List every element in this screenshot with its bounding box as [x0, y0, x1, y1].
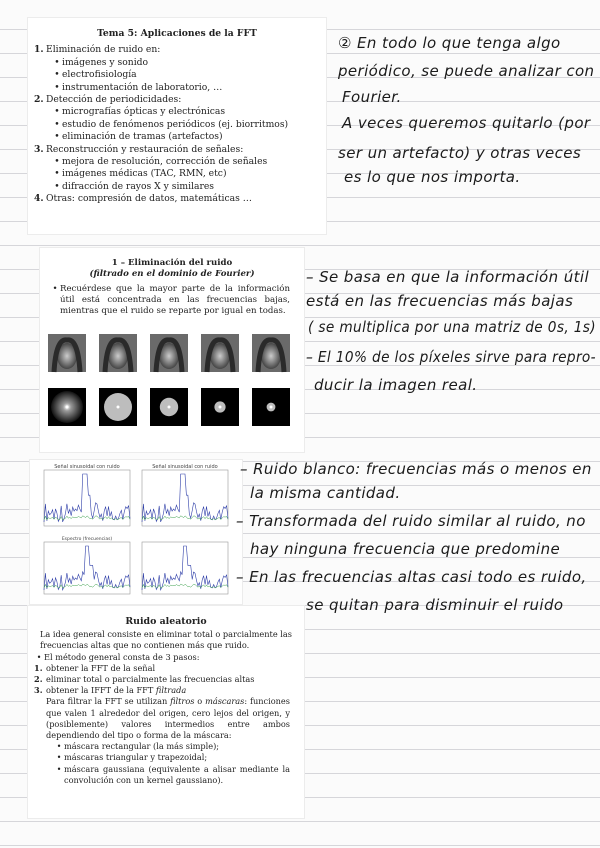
step-emphasis: filtrada — [155, 685, 187, 696]
handwritten-line: periódico, se puede analizar con — [338, 62, 595, 80]
filter-text-part: : funciones que valen 1 alrededor del origen, cero lejos del origen, y (posiblemente) valores intermedios entre ambos dependiendo del tipo o forma de la máscara: — [46, 696, 290, 741]
sub-item-text: mejora de resolución, corrección de señales — [62, 156, 268, 168]
fft-spectrum — [48, 388, 86, 426]
filter-term: máscaras — [205, 696, 245, 707]
mask-text: máscara gaussiana (equivalente a alisar mediante la convolución con un kernel gaussiano). — [64, 763, 290, 785]
item-number: 1. — [34, 44, 44, 56]
face-photo — [201, 334, 239, 372]
numbered-item — [34, 94, 318, 106]
mask-text: máscara rectangular (la más simple); — [64, 741, 220, 752]
plot-title: Señal sinusoidal con ruido — [152, 464, 218, 470]
sub-item-text: imágenes médicas (TAC, RMN, etc) — [62, 168, 227, 180]
item-number: 3. — [34, 143, 44, 155]
bullet-icon: • — [36, 651, 42, 662]
bullet-icon: • — [54, 69, 60, 81]
slide-random-noise — [28, 606, 304, 818]
bullet-text: Recuérdese que la mayor parte de la información útil está concentrada en las frecuencias bajas, mientras que el ruido se reparte por igual en todas. — [60, 284, 290, 316]
handwritten-line: ( se multiplica por una matriz de 0s, 1s) — [308, 318, 596, 336]
step-number: 2. — [34, 674, 43, 685]
handwritten-line: A veces queremos quitarlo (por — [342, 114, 591, 132]
noise-plot — [142, 542, 228, 594]
slide-applications — [28, 18, 326, 234]
bullet-icon: • — [54, 180, 60, 192]
sub-item — [34, 168, 318, 180]
slide-noise-plots — [30, 460, 242, 604]
numbered-item — [34, 193, 318, 205]
fft-spectrum — [201, 388, 239, 426]
noise-plots — [30, 460, 242, 604]
item-number: 2. — [34, 94, 44, 106]
mask-item — [46, 752, 290, 763]
applications-list — [28, 44, 326, 205]
bullet-icon: • — [52, 284, 58, 294]
handwritten-line: – En las frecuencias altas casi todo es ruido, — [236, 568, 587, 586]
bullet-icon: • — [56, 752, 62, 763]
step-text-part: obtener la IFFT de la FFT — [46, 685, 156, 696]
sub-item — [34, 57, 318, 69]
bullet-icon: • — [56, 763, 62, 774]
sub-item-text: micrografías ópticas y electrónicas — [62, 106, 226, 118]
sub-item-text: imágenes y sonido — [62, 56, 149, 68]
filter-text-part: o — [194, 696, 206, 707]
step-item — [34, 685, 294, 696]
bullet-icon: • — [56, 741, 62, 752]
sub-item-text: difracción de rayos X y similares — [62, 180, 214, 192]
slide-subtitle: (filtrado en el dominio de Fourier) — [89, 269, 255, 279]
method-text: El método general consta de 3 pasos: — [44, 651, 200, 662]
step-item — [34, 663, 294, 674]
masks-list — [28, 741, 304, 786]
item-label: Reconstrucción y restauración de señales: — [46, 143, 244, 155]
list-item — [28, 652, 304, 663]
mask-item — [46, 741, 290, 752]
plot-caption: Espectro (frecuencias) — [61, 537, 113, 542]
bullet-icon: • — [54, 56, 60, 68]
slide-title: 1 – Eliminación del ruido — [111, 258, 233, 268]
filter-text-part: Para filtrar la FFT se utilizan — [46, 696, 171, 707]
handwritten-line: – Se basa en que la información útil — [306, 268, 590, 286]
fft-spectrum — [99, 388, 137, 426]
handwritten-line: está en las frecuencias más bajas — [306, 292, 574, 310]
noise-plot — [44, 470, 130, 526]
numbered-item — [34, 44, 318, 56]
bullet-icon: • — [54, 106, 60, 118]
fft-spectrum — [252, 388, 290, 426]
handwritten-line: – El 10% de los píxeles sirve para repro- — [306, 348, 596, 366]
filter-term: filtros — [170, 696, 195, 707]
handwritten-line: la misma cantidad. — [250, 484, 401, 502]
face-photo — [150, 334, 188, 372]
filter-text — [28, 696, 304, 741]
steps-list — [28, 663, 304, 697]
handwritten-line: ducir la imagen real. — [314, 376, 478, 394]
handwritten-line: hay ninguna frecuencia que predomine — [250, 540, 561, 558]
bullet-icon: • — [54, 131, 60, 143]
handwritten-line: – Transformada del ruido similar al ruido, no — [236, 512, 586, 530]
sub-item — [34, 156, 318, 168]
step-number: 1. — [34, 662, 43, 673]
step-text — [46, 674, 254, 685]
numbered-item — [34, 144, 318, 156]
sub-item-text: estudio de fenómenos periódicos (ej. biorritmos) — [62, 118, 289, 130]
sub-item — [34, 82, 318, 94]
mask-text: máscaras triangular y trapezoidal; — [64, 752, 208, 763]
slide-noise-removal — [40, 248, 304, 452]
sub-item — [34, 69, 318, 81]
noise-plot — [44, 542, 130, 594]
step-number: 3. — [34, 685, 43, 696]
face-photo — [99, 334, 137, 372]
step-text — [46, 685, 186, 696]
noise-plot — [142, 470, 228, 526]
item-label: Otras: compresión de datos, matemáticas … — [46, 193, 252, 205]
handwritten-line: ser un artefacto) y otras veces — [338, 144, 582, 162]
slide-title: Tema 5: Aplicaciones de la FFT — [97, 28, 257, 39]
bullet-icon: • — [54, 156, 60, 168]
bullet-icon: • — [54, 81, 60, 93]
sub-item — [34, 119, 318, 131]
list-item — [40, 280, 304, 317]
handwritten-line: es lo que nos importa. — [344, 168, 521, 186]
fft-spectrum — [150, 388, 188, 426]
plot-title: Señal sinusoidal con ruido — [54, 464, 120, 470]
step-text-part: obtener la FFT de la señal — [46, 662, 156, 673]
handwritten-line: Fourier. — [342, 88, 402, 106]
item-label: Detección de periodicidades: — [46, 94, 182, 106]
bullet-icon: • — [54, 168, 60, 180]
face-photo — [252, 334, 290, 372]
sub-item-text: electrofisiología — [62, 69, 137, 81]
bullet-icon: • — [54, 118, 60, 130]
step-item — [34, 674, 294, 685]
slide-title: Ruido aleatorio — [125, 616, 207, 627]
step-text — [46, 663, 155, 674]
item-number: 4. — [34, 193, 44, 205]
sub-item-text: eliminación de tramas (artefactos) — [62, 131, 223, 143]
handwritten-line: – Ruido blanco: frecuencias más o menos en — [240, 460, 592, 478]
intro-text: La idea general consiste en eliminar total o parcialmente las frecuencias altas que no contienen más que ruido. — [40, 629, 292, 651]
handwritten-line: se quitan para disminuir el ruido — [306, 596, 564, 614]
item-label: Eliminación de ruido en: — [46, 44, 161, 56]
step-text-part: eliminar total o parcialmente las frecuencias altas — [46, 674, 255, 685]
sub-item-text: instrumentación de laboratorio, … — [62, 81, 223, 93]
handwritten-line: ② En todo lo que tenga algo — [338, 34, 561, 52]
mask-item — [46, 764, 290, 786]
sub-item — [34, 106, 318, 118]
face-photo — [48, 334, 86, 372]
sub-item — [34, 181, 318, 193]
sub-item — [34, 131, 318, 143]
